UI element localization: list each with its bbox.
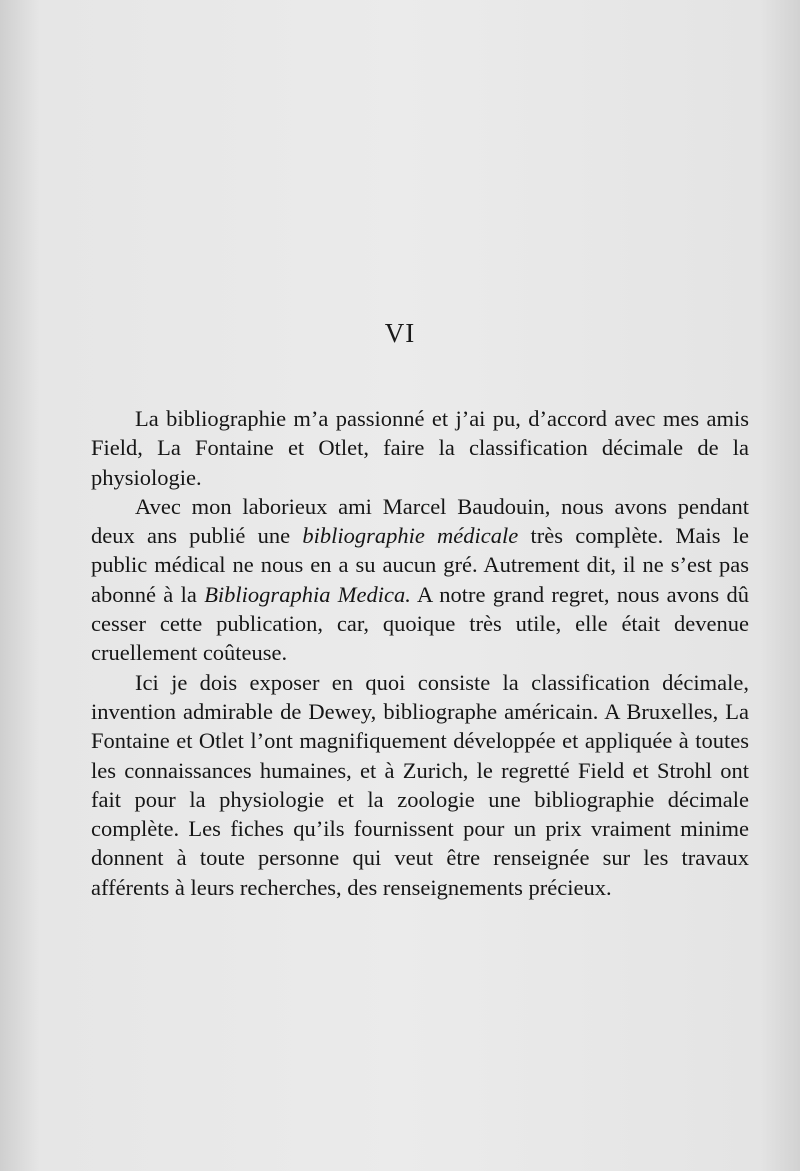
paragraph-3 [91, 668, 749, 902]
paragraph-2-text-c: A notre grand regret, nous avons dû cesser cette publication, car, quoique très utile, elle était devenue cruellement coûteuse. [91, 581, 749, 666]
italic-title-bibliographia-medica: Bibliographia Medica. [204, 581, 411, 607]
paragraph-2-text-b: très complète. Mais le public médical ne nous en a su aucun gré. Autrement dit, il ne s’est pas abonné à la [91, 523, 749, 607]
chapter-number: VI [384, 318, 416, 348]
chapter-body [91, 404, 749, 902]
paragraph-1 [91, 404, 749, 492]
paragraph-2 [91, 492, 749, 668]
paragraph-2-text-a: Avec mon laborieux ami Marcel Baudouin, nous avons pendant deux ans publié une [91, 493, 749, 549]
italic-title-bibliographie-medicale: bibliographie médicale [302, 523, 519, 549]
paragraph-3-text: Ici je dois exposer en quoi consiste la classification décimale, invention admirable de Dewey, bibliographe américain. A Bruxelles, La Fontaine et Otlet l’ont magnifiquement développée et appliquée à toutes les connaissances humaines, et à Zurich, le regretté Field et Strohl ont fait pour la physiologie et la zoologie une bibliographie décimale complète. Les fiches qu’ils fournissent pour un prix vraiment minime donnent à toute personne qui veut être renseignée sur les travaux afférents à leurs recherches, des renseignements précieux. [91, 669, 749, 900]
paragraph-1-text: La bibliographie m’a passionné et j’ai pu, d’accord avec mes amis Field, La Fontaine et Otlet, faire la classification décimale de la physiologie. [91, 406, 749, 490]
